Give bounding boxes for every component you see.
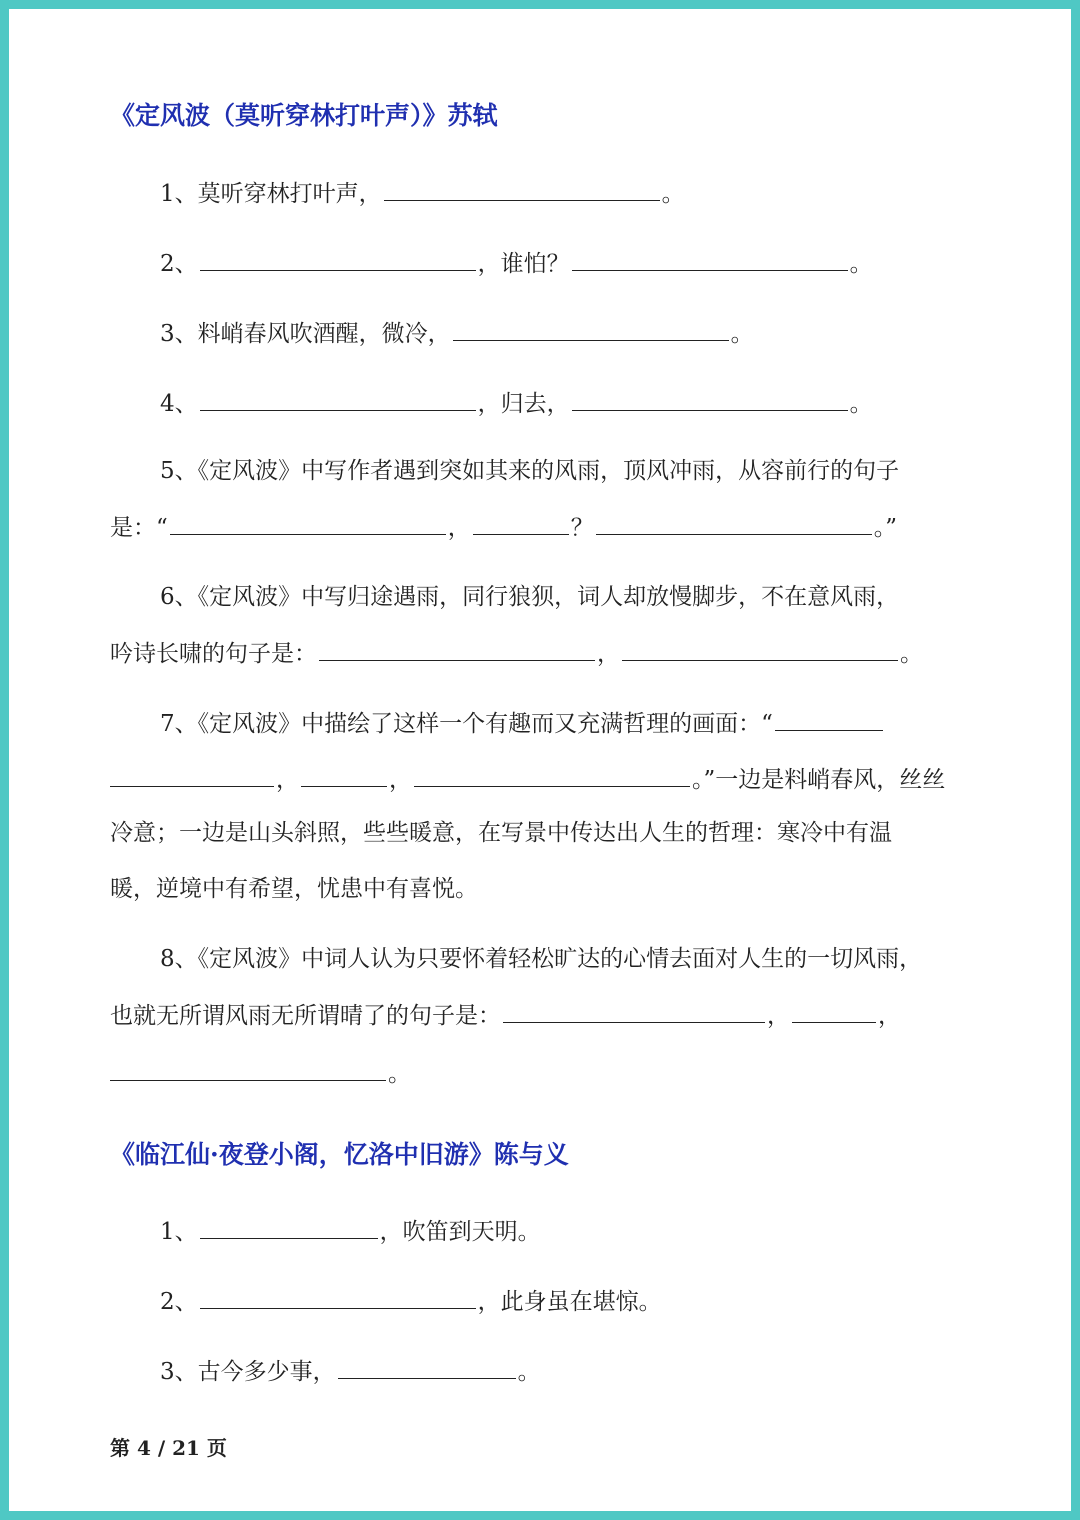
question-1-7-line4: 暖，逆境中有希望，忧患中有喜悦。: [110, 876, 478, 902]
punctuation: 。”: [873, 515, 898, 541]
punctuation: 。: [661, 181, 685, 207]
question-1-8-line2: [110, 1000, 901, 1031]
answer-blank[interactable]: [319, 638, 595, 661]
question-text: 莫听穿林打叶声，: [197, 181, 382, 207]
answer-blank[interactable]: [170, 512, 446, 535]
answer-blank[interactable]: [200, 1286, 476, 1309]
answer-blank[interactable]: [384, 178, 660, 201]
question-1-7-line2: [110, 764, 945, 795]
punctuation: ，: [767, 1003, 790, 1029]
question-text: ，归去，: [477, 391, 570, 417]
question-1-3: [160, 318, 754, 349]
question-1-6-line1: 6、《定风波》中写归途遇雨，同行狼狈，词人却放慢脚步，不在意风雨，: [160, 584, 900, 610]
answer-blank[interactable]: [414, 764, 690, 787]
answer-blank[interactable]: [503, 1000, 765, 1023]
answer-blank[interactable]: [775, 708, 883, 731]
answer-blank[interactable]: [301, 764, 387, 787]
question-1-5-line2: [110, 512, 897, 543]
question-text: 也就无所谓风雨无所谓晴了的句子是：: [110, 1003, 501, 1029]
punctuation: 。: [900, 641, 923, 667]
question-text: 吟诗长啸的句子是：: [110, 641, 317, 667]
punctuation: ，: [276, 767, 299, 793]
punctuation: 。: [849, 391, 873, 417]
question-text: 是：“: [110, 515, 168, 541]
punctuation: ，: [389, 767, 412, 793]
question-text: ，吹笛到天明。: [379, 1219, 541, 1245]
punctuation: 。: [849, 251, 873, 277]
answer-blank[interactable]: [453, 318, 729, 341]
punctuation: ，: [597, 641, 620, 667]
answer-blank[interactable]: [110, 1058, 386, 1081]
section-title-dingfengbo: 《定风波（莫听穿林打叶声）》苏轼: [110, 101, 498, 130]
section-title-linjiangxian: 《临江仙·夜登小阁，忆洛中旧游》陈与义: [110, 1140, 569, 1169]
answer-blank[interactable]: [200, 248, 476, 271]
answer-blank[interactable]: [200, 1216, 378, 1239]
question-1-8-line3: [110, 1058, 411, 1089]
punctuation: ，: [447, 515, 471, 541]
question-text: 7、《定风波》中描绘了这样一个有趣而又充满哲理的画面：“: [160, 711, 773, 737]
question-text: ，谁怕？: [477, 251, 570, 277]
punctuation: 。: [388, 1061, 411, 1087]
question-1-8-line1: 8、《定风波》中词人认为只要怀着轻松旷达的心情去面对人生的一切风雨，: [160, 946, 923, 972]
answer-blank[interactable]: [200, 388, 476, 411]
question-2-3: [160, 1356, 541, 1387]
punctuation: ，: [878, 1003, 901, 1029]
question-1-5-line1: 5、《定风波》中写作者遇到突如其来的风雨，顶风冲雨，从容前行的句子: [160, 458, 900, 484]
question-1-2: [160, 248, 873, 279]
punctuation: ？: [570, 515, 594, 541]
question-number: 3、: [160, 1359, 198, 1385]
question-number: 3、: [160, 321, 198, 347]
question-1-7-line1: [160, 708, 885, 739]
question-text: 。”一边是料峭春风，丝丝: [692, 767, 946, 793]
question-1-6-line2: [110, 638, 923, 669]
question-1-7-line3: 冷意；一边是山头斜照，些些暖意，在写景中传达出人生的哲理：寒冷中有温: [110, 820, 892, 846]
question-number: 1、: [160, 1219, 198, 1245]
question-text: 料峭春风吹酒醒，微冷，: [197, 321, 451, 347]
answer-blank[interactable]: [792, 1000, 876, 1023]
answer-blank[interactable]: [473, 512, 569, 535]
question-text: 古今多少事，: [197, 1359, 336, 1385]
answer-blank[interactable]: [596, 512, 872, 535]
question-1-4: [160, 388, 873, 419]
answer-blank[interactable]: [572, 388, 848, 411]
answer-blank[interactable]: [338, 1356, 516, 1379]
question-2-1: [160, 1216, 541, 1247]
answer-blank[interactable]: [110, 764, 274, 787]
question-1-1: [160, 178, 685, 209]
answer-blank[interactable]: [622, 638, 898, 661]
page-number: 第 4 / 21 页: [110, 1436, 227, 1460]
question-number: 4、: [160, 391, 198, 417]
question-text: ，此身虽在堪惊。: [477, 1289, 662, 1315]
question-number: 2、: [160, 1289, 198, 1315]
punctuation: 。: [517, 1359, 541, 1385]
question-number: 1、: [160, 181, 198, 207]
question-number: 2、: [160, 251, 198, 277]
punctuation: 。: [730, 321, 754, 347]
question-2-2: [160, 1286, 662, 1317]
answer-blank[interactable]: [572, 248, 848, 271]
